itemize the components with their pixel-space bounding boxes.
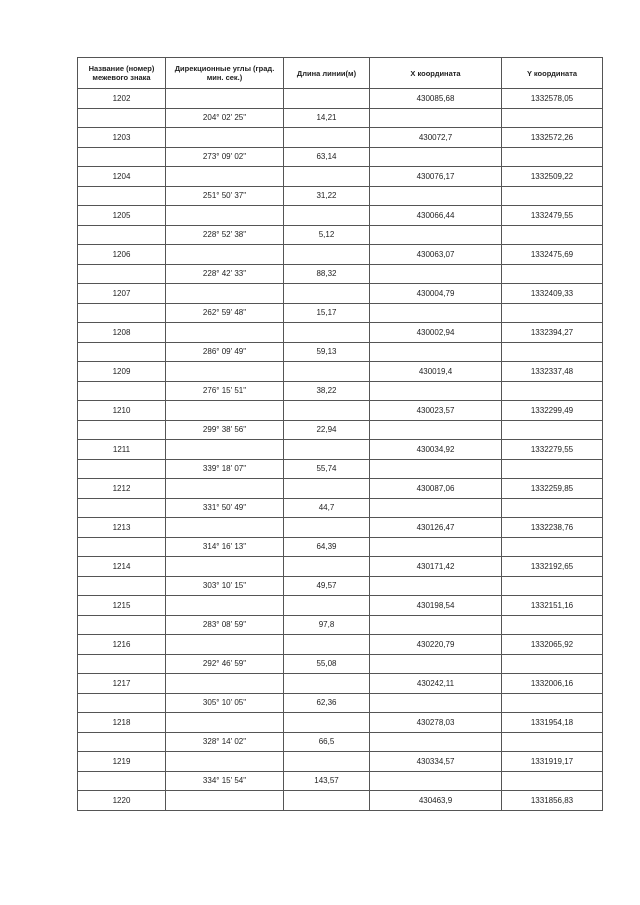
empty-cell: [502, 147, 603, 167]
empty-cell: [370, 732, 502, 752]
segment-row: [78, 693, 603, 713]
point-name: 1211: [78, 440, 166, 460]
x-coordinate: 430242,11: [370, 674, 502, 694]
header-y-coordinate: Y координата: [502, 58, 603, 89]
empty-cell: [78, 303, 166, 323]
segment-row: [78, 342, 603, 362]
empty-cell: [284, 440, 370, 460]
point-row: [78, 440, 603, 460]
point-row: [78, 674, 603, 694]
x-coordinate: 430463,9: [370, 791, 502, 811]
empty-cell: [284, 323, 370, 343]
y-coordinate: 1331919,17: [502, 752, 603, 772]
empty-cell: [370, 654, 502, 674]
empty-cell: [284, 752, 370, 772]
line-length: 55,08: [284, 654, 370, 674]
empty-cell: [370, 303, 502, 323]
empty-cell: [78, 498, 166, 518]
direction-angle: 228° 52' 38": [166, 225, 284, 245]
header-line-length: Длина линии(м): [284, 58, 370, 89]
empty-cell: [370, 420, 502, 440]
empty-cell: [370, 225, 502, 245]
direction-angle: 328° 14' 02": [166, 732, 284, 752]
line-length: 5,12: [284, 225, 370, 245]
segment-row: [78, 264, 603, 284]
direction-angle: 286° 09' 49": [166, 342, 284, 362]
x-coordinate: 430171,42: [370, 557, 502, 577]
empty-cell: [166, 89, 284, 109]
point-name: 1203: [78, 128, 166, 148]
empty-cell: [370, 459, 502, 479]
empty-cell: [502, 693, 603, 713]
empty-cell: [78, 342, 166, 362]
empty-cell: [78, 771, 166, 791]
point-name: 1218: [78, 713, 166, 733]
empty-cell: [502, 108, 603, 128]
point-row: [78, 245, 603, 265]
segment-row: [78, 615, 603, 635]
segment-row: [78, 303, 603, 323]
empty-cell: [284, 89, 370, 109]
empty-cell: [78, 615, 166, 635]
line-length: 14,21: [284, 108, 370, 128]
empty-cell: [502, 303, 603, 323]
empty-cell: [166, 674, 284, 694]
empty-cell: [284, 245, 370, 265]
empty-cell: [502, 381, 603, 401]
direction-angle: 305° 10' 05": [166, 693, 284, 713]
point-name: 1220: [78, 791, 166, 811]
line-length: 59,13: [284, 342, 370, 362]
empty-cell: [166, 128, 284, 148]
empty-cell: [166, 752, 284, 772]
point-row: [78, 791, 603, 811]
empty-cell: [502, 732, 603, 752]
empty-cell: [284, 206, 370, 226]
empty-cell: [502, 420, 603, 440]
empty-cell: [166, 479, 284, 499]
empty-cell: [284, 674, 370, 694]
segment-row: [78, 654, 603, 674]
direction-angle: 303° 10' 15": [166, 576, 284, 596]
line-length: 62,36: [284, 693, 370, 713]
direction-angle: 276° 15' 51": [166, 381, 284, 401]
empty-cell: [166, 362, 284, 382]
point-row: [78, 89, 603, 109]
line-length: 31,22: [284, 186, 370, 206]
line-length: 44,7: [284, 498, 370, 518]
x-coordinate: 430085,68: [370, 89, 502, 109]
y-coordinate: 1331954,18: [502, 713, 603, 733]
empty-cell: [78, 576, 166, 596]
boundary-points-table: [77, 57, 603, 811]
x-coordinate: 430002,94: [370, 323, 502, 343]
empty-cell: [370, 693, 502, 713]
empty-cell: [166, 791, 284, 811]
y-coordinate: 1332065,92: [502, 635, 603, 655]
segment-row: [78, 381, 603, 401]
point-name: 1205: [78, 206, 166, 226]
direction-angle: 314° 16' 13": [166, 537, 284, 557]
point-row: [78, 284, 603, 304]
line-length: 66,5: [284, 732, 370, 752]
x-coordinate: 430063,07: [370, 245, 502, 265]
point-name: 1202: [78, 89, 166, 109]
empty-cell: [166, 401, 284, 421]
empty-cell: [370, 576, 502, 596]
header-x-coordinate: X координата: [370, 58, 502, 89]
direction-angle: 292° 46' 59": [166, 654, 284, 674]
line-length: 55,74: [284, 459, 370, 479]
y-coordinate: 1332578,05: [502, 89, 603, 109]
y-coordinate: 1332192,65: [502, 557, 603, 577]
point-name: 1214: [78, 557, 166, 577]
point-name: 1208: [78, 323, 166, 343]
point-name: 1215: [78, 596, 166, 616]
direction-angle: 251° 50' 37": [166, 186, 284, 206]
empty-cell: [166, 323, 284, 343]
segment-row: [78, 732, 603, 752]
empty-cell: [284, 596, 370, 616]
empty-cell: [284, 635, 370, 655]
point-name: 1207: [78, 284, 166, 304]
empty-cell: [78, 459, 166, 479]
line-length: 97,8: [284, 615, 370, 635]
point-name: 1216: [78, 635, 166, 655]
empty-cell: [284, 128, 370, 148]
empty-cell: [166, 245, 284, 265]
empty-cell: [502, 264, 603, 284]
empty-cell: [370, 537, 502, 557]
segment-row: [78, 576, 603, 596]
point-row: [78, 401, 603, 421]
empty-cell: [370, 381, 502, 401]
point-name: 1204: [78, 167, 166, 187]
point-name: 1209: [78, 362, 166, 382]
empty-cell: [370, 108, 502, 128]
y-coordinate: 1331856,83: [502, 791, 603, 811]
empty-cell: [166, 206, 284, 226]
empty-cell: [78, 732, 166, 752]
y-coordinate: 1332337,48: [502, 362, 603, 382]
direction-angle: 273° 09' 02": [166, 147, 284, 167]
x-coordinate: 430066,44: [370, 206, 502, 226]
empty-cell: [78, 147, 166, 167]
empty-cell: [78, 186, 166, 206]
direction-angle: 299° 38' 56": [166, 420, 284, 440]
empty-cell: [370, 147, 502, 167]
empty-cell: [502, 576, 603, 596]
point-row: [78, 362, 603, 382]
empty-cell: [370, 186, 502, 206]
empty-cell: [502, 537, 603, 557]
empty-cell: [166, 596, 284, 616]
empty-cell: [166, 557, 284, 577]
empty-cell: [502, 498, 603, 518]
segment-row: [78, 420, 603, 440]
empty-cell: [78, 225, 166, 245]
empty-cell: [370, 342, 502, 362]
point-row: [78, 167, 603, 187]
empty-cell: [284, 479, 370, 499]
point-row: [78, 635, 603, 655]
point-name: 1210: [78, 401, 166, 421]
empty-cell: [284, 284, 370, 304]
x-coordinate: 430198,54: [370, 596, 502, 616]
empty-cell: [284, 362, 370, 382]
x-coordinate: 430334,57: [370, 752, 502, 772]
point-row: [78, 596, 603, 616]
point-row: [78, 323, 603, 343]
empty-cell: [166, 713, 284, 733]
x-coordinate: 430019,4: [370, 362, 502, 382]
y-coordinate: 1332299,49: [502, 401, 603, 421]
point-row: [78, 713, 603, 733]
empty-cell: [78, 654, 166, 674]
x-coordinate: 430220,79: [370, 635, 502, 655]
empty-cell: [502, 186, 603, 206]
line-length: 143,57: [284, 771, 370, 791]
segment-row: [78, 186, 603, 206]
table-header-row: [78, 58, 603, 89]
y-coordinate: 1332394,27: [502, 323, 603, 343]
point-name: 1217: [78, 674, 166, 694]
line-length: 64,39: [284, 537, 370, 557]
empty-cell: [284, 518, 370, 538]
empty-cell: [166, 440, 284, 460]
direction-angle: 204° 02' 25": [166, 108, 284, 128]
empty-cell: [78, 693, 166, 713]
point-row: [78, 479, 603, 499]
x-coordinate: 430076,17: [370, 167, 502, 187]
empty-cell: [78, 537, 166, 557]
line-length: 38,22: [284, 381, 370, 401]
direction-angle: 331° 50' 49": [166, 498, 284, 518]
empty-cell: [502, 771, 603, 791]
empty-cell: [284, 713, 370, 733]
header-point-name: Название (номер) межевого знака: [78, 58, 166, 89]
y-coordinate: 1332151,16: [502, 596, 603, 616]
y-coordinate: 1332479,55: [502, 206, 603, 226]
empty-cell: [284, 791, 370, 811]
empty-cell: [78, 381, 166, 401]
line-length: 63,14: [284, 147, 370, 167]
empty-cell: [502, 342, 603, 362]
direction-angle: 334° 15' 54": [166, 771, 284, 791]
x-coordinate: 430126,47: [370, 518, 502, 538]
empty-cell: [370, 498, 502, 518]
segment-row: [78, 771, 603, 791]
point-row: [78, 206, 603, 226]
point-row: [78, 557, 603, 577]
empty-cell: [166, 518, 284, 538]
empty-cell: [78, 420, 166, 440]
direction-angle: 262° 59' 48": [166, 303, 284, 323]
segment-row: [78, 498, 603, 518]
line-length: 15,17: [284, 303, 370, 323]
segment-row: [78, 225, 603, 245]
table-body: [78, 89, 603, 811]
x-coordinate: 430072,7: [370, 128, 502, 148]
y-coordinate: 1332259,85: [502, 479, 603, 499]
x-coordinate: 430023,57: [370, 401, 502, 421]
direction-angle: 228° 42' 33": [166, 264, 284, 284]
point-row: [78, 518, 603, 538]
point-row: [78, 128, 603, 148]
segment-row: [78, 147, 603, 167]
x-coordinate: 430087,06: [370, 479, 502, 499]
line-length: 88,32: [284, 264, 370, 284]
point-name: 1213: [78, 518, 166, 538]
segment-row: [78, 537, 603, 557]
x-coordinate: 430278,03: [370, 713, 502, 733]
y-coordinate: 1332006,16: [502, 674, 603, 694]
point-name: 1212: [78, 479, 166, 499]
empty-cell: [370, 264, 502, 284]
empty-cell: [502, 459, 603, 479]
empty-cell: [166, 635, 284, 655]
empty-cell: [284, 401, 370, 421]
empty-cell: [78, 264, 166, 284]
point-name: 1219: [78, 752, 166, 772]
empty-cell: [502, 225, 603, 245]
line-length: 22,94: [284, 420, 370, 440]
x-coordinate: 430004,79: [370, 284, 502, 304]
y-coordinate: 1332572,26: [502, 128, 603, 148]
empty-cell: [502, 615, 603, 635]
y-coordinate: 1332238,76: [502, 518, 603, 538]
point-name: 1206: [78, 245, 166, 265]
x-coordinate: 430034,92: [370, 440, 502, 460]
empty-cell: [502, 654, 603, 674]
empty-cell: [78, 108, 166, 128]
empty-cell: [370, 615, 502, 635]
y-coordinate: 1332475,69: [502, 245, 603, 265]
empty-cell: [284, 167, 370, 187]
empty-cell: [166, 167, 284, 187]
segment-row: [78, 108, 603, 128]
header-direction-angles: Дирекционные углы (град. мин. сек.): [166, 58, 284, 89]
empty-cell: [284, 557, 370, 577]
line-length: 49,57: [284, 576, 370, 596]
segment-row: [78, 459, 603, 479]
y-coordinate: 1332509,22: [502, 167, 603, 187]
empty-cell: [370, 771, 502, 791]
point-row: [78, 752, 603, 772]
empty-cell: [166, 284, 284, 304]
direction-angle: 283° 08' 59": [166, 615, 284, 635]
y-coordinate: 1332409,33: [502, 284, 603, 304]
y-coordinate: 1332279,55: [502, 440, 603, 460]
direction-angle: 339° 18' 07": [166, 459, 284, 479]
